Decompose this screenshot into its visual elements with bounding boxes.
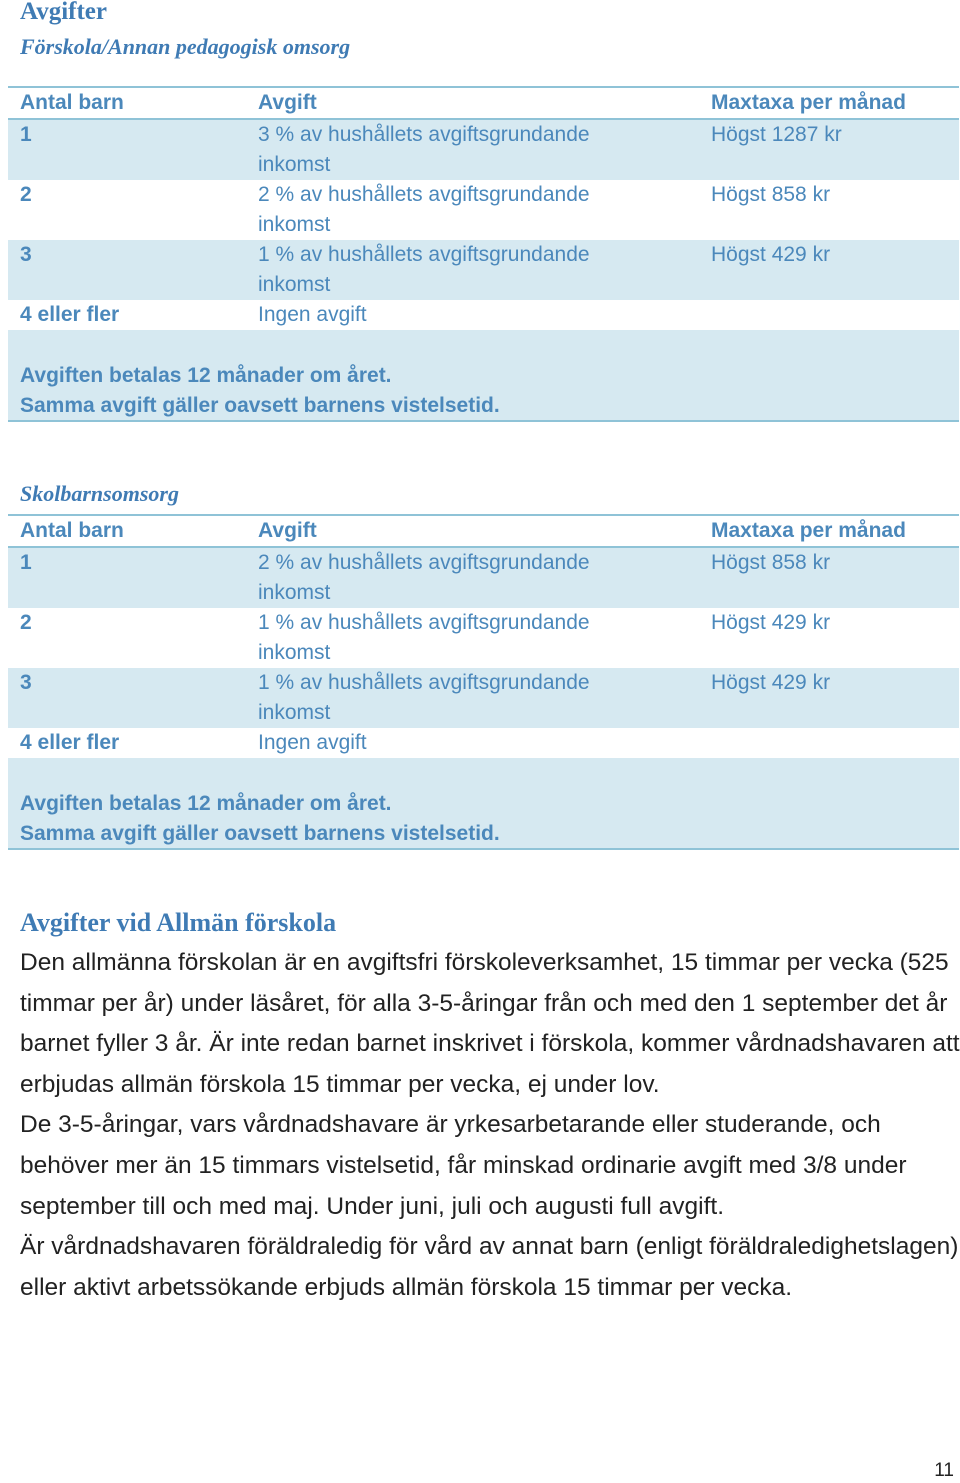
- note-line: Avgiften betalas 12 månader om året.: [20, 792, 392, 815]
- fee-table-forskola: [8, 86, 959, 422]
- fee-table-skolbarnsomsorg: [8, 514, 959, 850]
- cell-fee: 1 % av hushållets avgiftsgrundande inkomst: [258, 671, 590, 724]
- cell-fee: 2 % av hushållets avgiftsgrundande inkomst: [258, 551, 590, 604]
- cell-fee: 1 % av hushållets avgiftsgrundande inkomst: [258, 243, 590, 296]
- table-row: [8, 120, 959, 180]
- table-header-row: [8, 88, 959, 120]
- table-row: [8, 300, 959, 330]
- cell-count: 4 eller fler: [20, 731, 120, 754]
- cell-count: 3: [20, 243, 32, 266]
- col-header-fee: Avgift: [258, 91, 317, 114]
- cell-count: 3: [20, 671, 32, 694]
- table-note: [8, 758, 959, 848]
- cell-max: Högst 429 kr: [711, 243, 831, 266]
- cell-fee: Ingen avgift: [258, 303, 367, 326]
- cell-max: Högst 858 kr: [711, 183, 831, 206]
- table-row: [8, 728, 959, 758]
- table2-subtitle: Skolbarnsomsorg: [20, 481, 179, 506]
- cell-count: 2: [20, 611, 32, 634]
- cell-count: 1: [20, 123, 32, 146]
- table-row: [8, 548, 959, 608]
- page-number: 11: [934, 1460, 954, 1481]
- paragraph: Är vårdnadshavaren föräldraledig för vård av annat barn (enligt föräldraledighetslagen) eller aktivt arbetssökande erbjuds allmän förskola 15 timmar per vecka.: [20, 1233, 959, 1301]
- col-header-count: Antal barn: [20, 519, 124, 542]
- cell-fee: 1 % av hushållets avgiftsgrundande inkomst: [258, 611, 590, 664]
- col-header-fee: Avgift: [258, 519, 317, 542]
- cell-count: 1: [20, 551, 32, 574]
- table-row: [8, 608, 959, 668]
- cell-fee: 2 % av hushållets avgiftsgrundande inkomst: [258, 183, 590, 236]
- cell-max: Högst 1287 kr: [711, 123, 842, 146]
- paragraph: Den allmänna förskolan är en avgiftsfri förskoleverksamhet, 15 timmar per vecka (525 timmar per år) under läsåret, för alla 3-5-åringar från och med den 1 september det år barnet fyller 3 år. Är inte redan barnet inskrivet i förskola, kommer vårdnadshavaren att erbjudas allmän förskola 15 timmar per vecka, ej under lov.: [20, 949, 960, 1098]
- table-row: [8, 668, 959, 728]
- body-text: [20, 943, 960, 1308]
- cell-max: Högst 429 kr: [711, 611, 831, 634]
- note-line: Samma avgift gäller oavsett barnens vistelsetid.: [20, 822, 500, 845]
- table-note: [8, 330, 959, 420]
- cell-fee: 3 % av hushållets avgiftsgrundande inkomst: [258, 123, 590, 176]
- table-row: [8, 240, 959, 300]
- page-title: Avgifter: [20, 0, 107, 25]
- section-heading: Avgifter vid Allmän förskola: [20, 908, 337, 937]
- cell-fee: Ingen avgift: [258, 731, 367, 754]
- table-header-row: [8, 516, 959, 548]
- col-header-max: Maxtaxa per månad: [711, 91, 906, 114]
- col-header-max: Maxtaxa per månad: [711, 519, 906, 542]
- cell-max: Högst 429 kr: [711, 671, 831, 694]
- table-row: [8, 180, 959, 240]
- paragraph: De 3-5-åringar, vars vårdnadshavare är yrkesarbetarande eller studerande, och behöver mer än 15 timmars vistelsetid, får minskad ordinarie avgift med 3/8 under september till och med maj. Under juni, juli och augusti full avgift.: [20, 1111, 907, 1220]
- col-header-count: Antal barn: [20, 91, 124, 114]
- cell-count: 4 eller fler: [20, 303, 120, 326]
- table1-subtitle: Förskola/Annan pedagogisk omsorg: [20, 34, 351, 59]
- note-line: Samma avgift gäller oavsett barnens vistelsetid.: [20, 394, 500, 417]
- cell-max: Högst 858 kr: [711, 551, 831, 574]
- note-line: Avgiften betalas 12 månader om året.: [20, 364, 392, 387]
- cell-count: 2: [20, 183, 32, 206]
